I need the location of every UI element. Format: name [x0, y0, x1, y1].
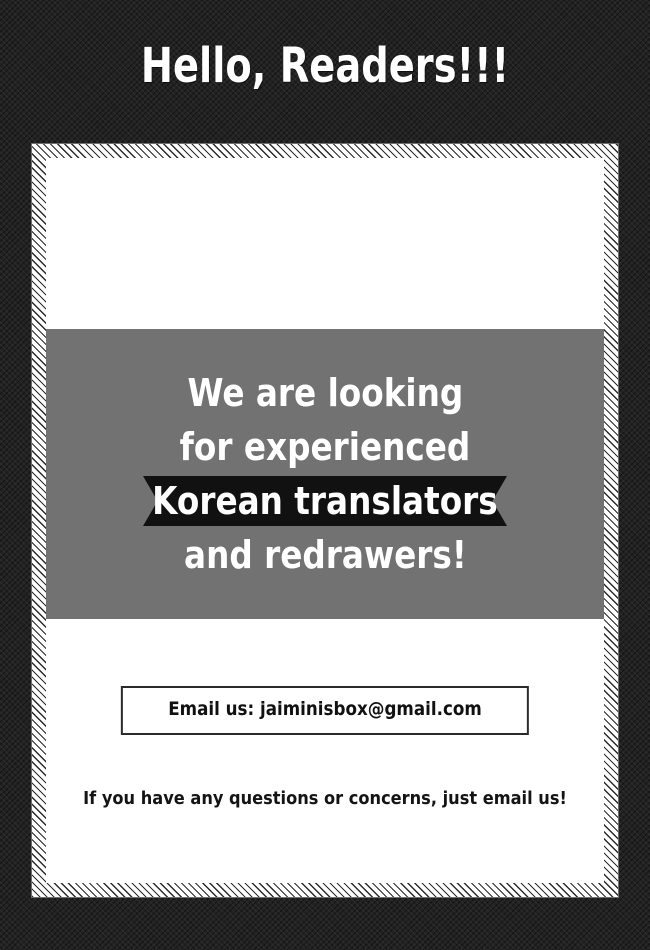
page-title: Hello, Readers!!! [140, 38, 510, 94]
announcement-line-1: We are looking [187, 371, 463, 415]
announcement-line-4: and redrawers! [183, 533, 467, 577]
email-box[interactable] [121, 686, 529, 735]
announcement-band [46, 329, 604, 619]
announcement-highlight [124, 476, 526, 526]
announcement-highlight-label: Korean translators [152, 479, 498, 523]
email-address-text: Email us: jaiminisbox@gmail.com [168, 698, 482, 720]
footer-note: If you have any questions or concerns, just email us! [83, 788, 567, 809]
poster-card [46, 158, 604, 883]
hatched-frame [31, 143, 619, 898]
announcement-line-2: for experienced [179, 425, 471, 469]
